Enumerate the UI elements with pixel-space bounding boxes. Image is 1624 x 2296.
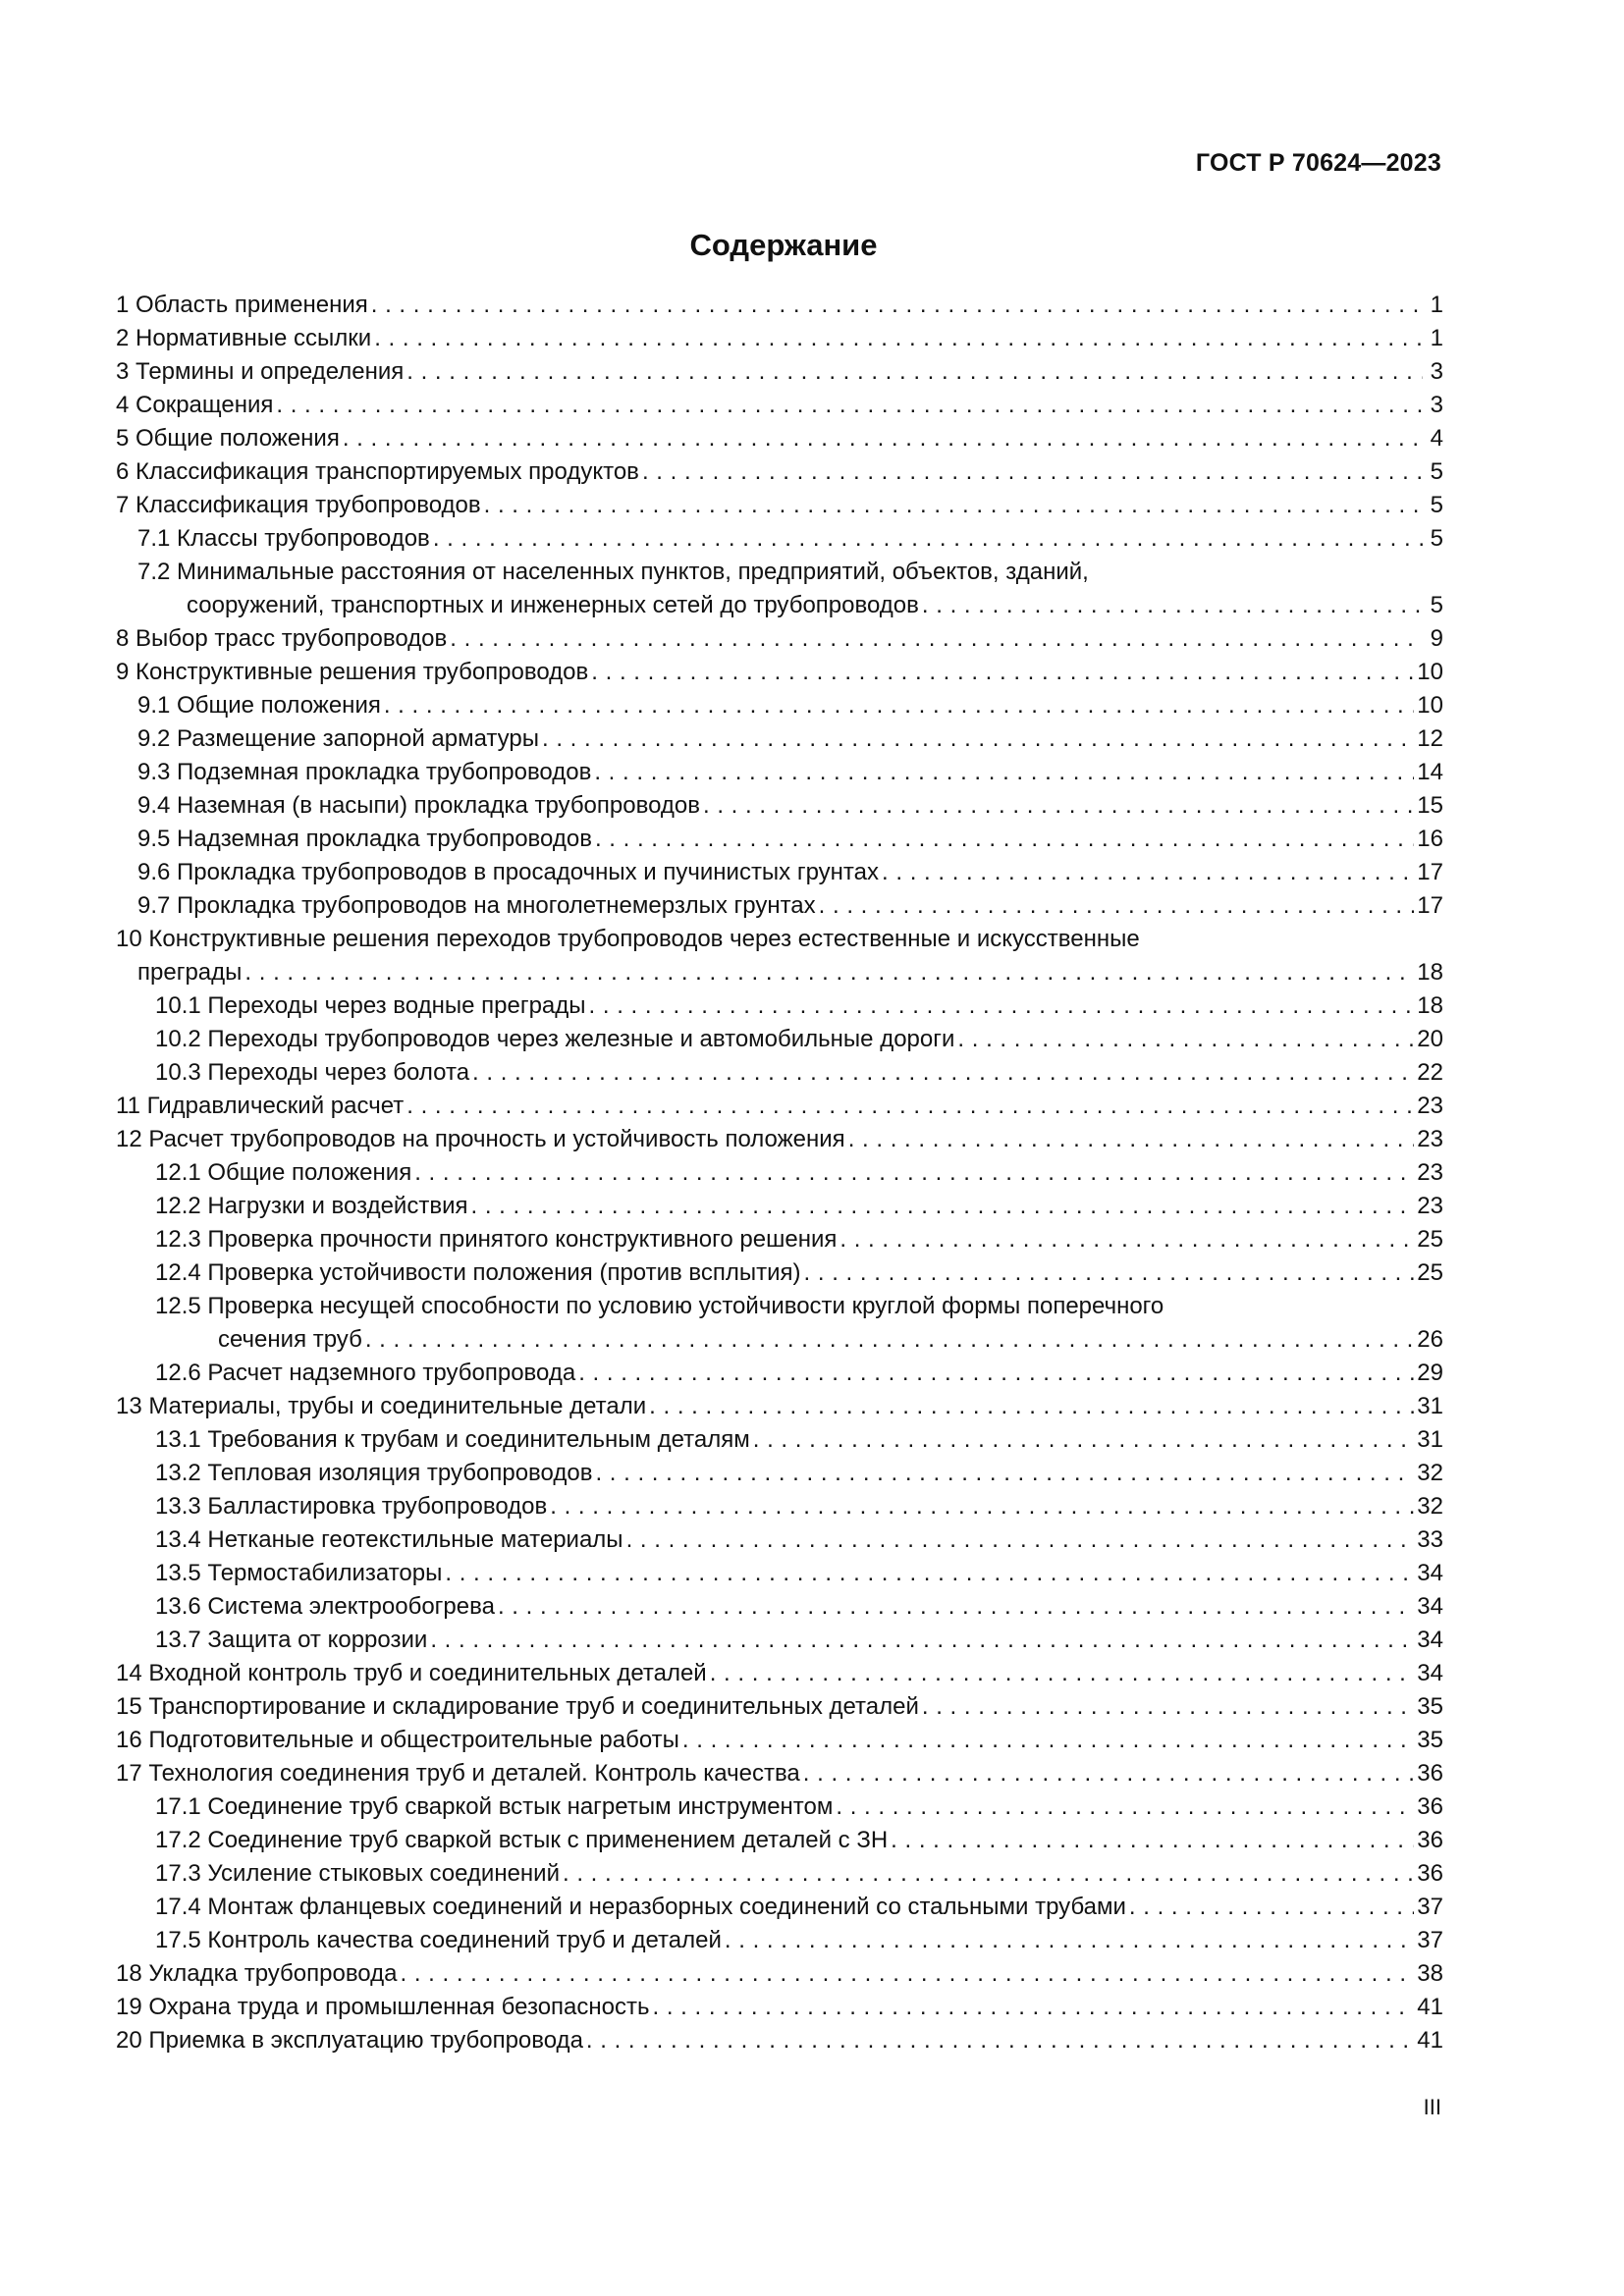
toc-entry [116,1357,1443,1390]
toc-entry-title: 13.7 Защита от коррозии [155,1627,428,1653]
toc-entry-page: 18 [1417,959,1443,986]
toc-entry [116,355,1443,389]
dot-leader [839,1223,1414,1256]
toc-entry-title: 13.2 Тепловая изоляция трубопроводов [155,1460,593,1486]
toc-entry [116,656,1443,689]
toc-entry [116,455,1443,489]
toc-entry-page: 23 [1417,1126,1443,1152]
dot-leader [649,1390,1414,1423]
toc-entry-title: 13.4 Нетканые геотекстильные материалы [155,1526,623,1553]
dot-leader [244,956,1414,989]
toc-entry [116,1757,1443,1790]
dot-leader [595,823,1414,856]
toc-entry-page: 10 [1417,659,1443,685]
toc-entry-page: 26 [1417,1326,1443,1353]
dot-leader [276,389,1423,422]
toc-entry-title: 12.1 Общие положения [155,1159,412,1186]
toc-entry [116,1156,1443,1190]
toc-entry [116,522,1443,556]
dot-leader [589,989,1415,1023]
dot-leader [343,422,1423,455]
toc-entry-title: 9 Конструктивные решения трубопроводов [116,659,589,685]
toc-entry-page: 25 [1417,1226,1443,1253]
dot-leader [803,1757,1415,1790]
toc-entry-title: 9.7 Прокладка трубопроводов на многолетнемерзлых грунтах [137,892,816,919]
toc-entry-page: 3 [1430,358,1443,385]
toc-entry [116,1724,1443,1757]
toc-entry-page: 37 [1417,1927,1443,1953]
toc-entry-page: 41 [1417,1994,1443,2020]
toc-entry-title: 17.5 Контроль качества соединений труб и деталей [155,1927,722,1953]
toc-entry-page: 36 [1417,1827,1443,1853]
toc-entry-page: 36 [1417,1793,1443,1820]
toc-entry-title-first-line: 7.2 Минимальные расстояния от населенных пунктов, предприятий, объектов, зданий, [137,559,1089,585]
dot-leader [594,756,1414,789]
toc-entry-page: 38 [1417,1960,1443,1987]
toc-entry [116,856,1443,889]
toc-entry-page: 34 [1417,1660,1443,1686]
table-of-contents [116,289,1443,2057]
toc-entry [116,322,1443,355]
toc-entry-title: 9.2 Размещение запорной арматуры [137,725,539,752]
toc-entry-page: 41 [1417,2027,1443,2054]
toc-entry-title: 9.5 Надземная прокладка трубопроводов [137,826,592,852]
toc-entry [116,789,1443,823]
toc-entry-title: 12.6 Расчет надземного трубопровода [155,1360,576,1386]
toc-entry [116,1223,1443,1256]
dot-leader [406,1090,1414,1123]
dot-leader [365,1323,1414,1357]
toc-entry-title: 14 Входной контроль труб и соединительных деталей [116,1660,707,1686]
toc-entry [116,689,1443,722]
toc-entry [116,1590,1443,1624]
dot-leader [626,1523,1415,1557]
toc-entry [116,1857,1443,1891]
toc-entry [116,422,1443,455]
toc-entry-page: 20 [1417,1026,1443,1052]
toc-entry-page: 17 [1417,892,1443,919]
toc-entry-title-first-line: 10 Конструктивные решения переходов трубопроводов через естественные и искусственные [116,926,1140,952]
toc-entry-title: 10.3 Переходы через болота [155,1059,470,1086]
dot-leader [710,1657,1415,1690]
dot-leader [374,322,1423,355]
toc-entry-title: 12 Расчет трубопроводов на прочность и устойчивость положения [116,1126,845,1152]
toc-entry-page: 10 [1417,692,1443,719]
dot-leader [836,1790,1414,1824]
dot-leader [406,355,1423,389]
toc-entry-title: 13.5 Термостабилизаторы [155,1560,443,1586]
dot-leader [595,1457,1414,1490]
toc-entry-page: 5 [1430,525,1443,552]
toc-entry-page: 23 [1417,1093,1443,1119]
toc-entry-page: 35 [1417,1693,1443,1720]
dot-leader [586,2024,1414,2057]
dot-leader [804,1256,1415,1290]
toc-entry-title: 9.6 Прокладка трубопроводов в просадочных и пучинистых грунтах [137,859,880,885]
toc-entry [116,756,1443,789]
toc-entry [116,289,1443,322]
toc-entry-page: 33 [1417,1526,1443,1553]
toc-entry-page: 36 [1417,1760,1443,1787]
toc-entry-title: 5 Общие положения [116,425,340,452]
dot-leader [414,1156,1414,1190]
toc-entry-title: 17.4 Монтаж фланцевых соединений и неразборных соединений со стальными трубами [155,1894,1126,1920]
toc-entry [116,1056,1443,1090]
toc-entry [116,989,1443,1023]
toc-entry-title: 17.2 Соединение труб сваркой встык с применением деталей с ЗН [155,1827,889,1853]
dot-leader [642,455,1423,489]
toc-entry-title: 18 Укладка трубопровода [116,1960,398,1987]
toc-entry-title: 7 Классификация трубопроводов [116,492,481,518]
toc-entry [116,1557,1443,1590]
toc-entry [116,1457,1443,1490]
toc-entry [116,1924,1443,1957]
toc-entry-page: 9 [1430,625,1443,652]
toc-entry [116,923,1443,989]
toc-entry-title: 13.3 Балластировка трубопроводов [155,1493,548,1520]
toc-entry-title: 9.3 Подземная прокладка трубопроводов [137,759,592,785]
toc-entry [116,556,1443,622]
dot-leader [753,1423,1415,1457]
toc-entry [116,1423,1443,1457]
toc-entry-title: 9.1 Общие положения [137,692,381,719]
toc-entry-title: 7.1 Классы трубопроводов [137,525,430,552]
toc-entry-title: 11 Гидравлический расчет [116,1093,405,1119]
toc-entry-page: 18 [1417,992,1443,1019]
toc-entry-page: 35 [1417,1727,1443,1753]
dot-leader [550,1490,1414,1523]
dot-leader [725,1924,1414,1957]
toc-entry-page: 37 [1417,1894,1443,1920]
toc-entry-title: 19 Охрана труда и промышленная безопасность [116,1994,650,2020]
toc-entry-title: 20 Приемка в эксплуатацию трубопровода [116,2027,583,2054]
toc-entry-title: 13.1 Требования к трубам и соединительным деталям [155,1426,750,1453]
toc-entry-page: 3 [1430,392,1443,418]
dot-leader [498,1590,1414,1624]
dot-leader [957,1023,1414,1056]
dot-leader [1129,1891,1414,1924]
dot-leader [922,1690,1414,1724]
toc-entry [116,1490,1443,1523]
toc-entry-title: 15 Транспортирование и складирование труб и соединительных деталей [116,1693,919,1720]
toc-entry [116,1624,1443,1657]
toc-entry [116,722,1443,756]
toc-entry-page: 34 [1417,1627,1443,1653]
toc-entry-page: 17 [1417,859,1443,885]
dot-leader [472,1056,1414,1090]
toc-entry [116,2024,1443,2057]
toc-entry [116,823,1443,856]
page-number: III [1423,2095,1441,2119]
dot-leader [470,1190,1414,1223]
dot-leader [703,789,1414,823]
dot-leader [891,1824,1414,1857]
dot-leader [591,656,1414,689]
toc-entry-title: 10.1 Переходы через водные преграды [155,992,586,1019]
toc-entry [116,1256,1443,1290]
toc-entry-title: 2 Нормативные ссылки [116,325,372,351]
toc-entry-title: 8 Выбор трасс трубопроводов [116,625,448,652]
document-code: ГОСТ Р 70624—2023 [1195,149,1441,177]
toc-entry-page: 36 [1417,1860,1443,1887]
toc-entry-title: 12.2 Нагрузки и воздействия [155,1193,468,1219]
toc-entry-page: 32 [1417,1460,1443,1486]
dot-leader [430,1624,1414,1657]
toc-entry-page: 23 [1417,1193,1443,1219]
toc-entry [116,1891,1443,1924]
toc-entry-title: 17 Технология соединения труб и деталей. Контроль качества [116,1760,800,1787]
toc-entry-page: 22 [1417,1059,1443,1086]
dot-leader [371,289,1423,322]
toc-entry-page: 31 [1417,1393,1443,1419]
dot-leader [484,489,1423,522]
toc-entry-page: 5 [1430,592,1443,618]
dot-leader [563,1857,1414,1891]
toc-entry [116,1690,1443,1724]
toc-entry [116,1991,1443,2024]
dot-leader [384,689,1414,722]
toc-entry-title: преграды [137,959,243,986]
toc-entry [116,489,1443,522]
toc-entry [116,389,1443,422]
toc-entry-page: 23 [1417,1159,1443,1186]
toc-entry-title: 3 Термины и определения [116,358,405,385]
toc-entry-title: 17.1 Соединение труб сваркой встык нагретым инструментом [155,1793,834,1820]
dot-leader [848,1123,1415,1156]
dot-leader [882,856,1414,889]
toc-entry [116,622,1443,656]
toc-entry-page: 34 [1417,1560,1443,1586]
toc-entry [116,1390,1443,1423]
toc-entry-page: 32 [1417,1493,1443,1520]
toc-entry-page: 12 [1417,725,1443,752]
dot-leader [542,722,1414,756]
toc-entry [116,1290,1443,1357]
toc-entry-title: 13.6 Система электрообогрева [155,1593,495,1620]
toc-entry-title-first-line: 12.5 Проверка несущей способности по условию устойчивости круглой формы поперечного [155,1293,1164,1319]
toc-entry-title: сечения труб [218,1326,362,1353]
dot-leader [682,1724,1414,1757]
toc-entry-title: 17.3 Усиление стыковых соединений [155,1860,560,1887]
page-title: Содержание [689,228,878,262]
toc-entry-page: 25 [1417,1259,1443,1286]
toc-entry-page: 34 [1417,1593,1443,1620]
toc-entry [116,1123,1443,1156]
toc-entry-title: 4 Сокращения [116,392,274,418]
toc-entry [116,1957,1443,1991]
toc-entry-title: 16 Подготовительные и общестроительные работы [116,1727,679,1753]
dot-leader [819,889,1415,923]
toc-entry-title: 12.4 Проверка устойчивости положения (против всплытия) [155,1259,801,1286]
toc-entry-page: 5 [1430,458,1443,485]
toc-entry-page: 4 [1430,425,1443,452]
toc-entry [116,889,1443,923]
toc-entry-page: 14 [1417,759,1443,785]
toc-entry [116,1190,1443,1223]
toc-entry-title: сооружений, транспортных и инженерных сетей до трубопроводов [187,592,919,618]
dot-leader [578,1357,1414,1390]
toc-entry-title: 1 Область применения [116,292,368,318]
toc-entry-title: 9.4 Наземная (в насыпи) прокладка трубопроводов [137,792,700,819]
dot-leader [445,1557,1414,1590]
dot-leader [922,589,1423,622]
toc-entry [116,1790,1443,1824]
toc-entry-page: 31 [1417,1426,1443,1453]
dot-leader [450,622,1423,656]
dot-leader [433,522,1423,556]
toc-entry [116,1090,1443,1123]
dot-leader [400,1957,1414,1991]
toc-entry-title: 10.2 Переходы трубопроводов через железные и автомобильные дороги [155,1026,955,1052]
toc-entry [116,1824,1443,1857]
toc-entry-page: 1 [1430,292,1443,318]
dot-leader [652,1991,1414,2024]
toc-entry-page: 15 [1417,792,1443,819]
toc-entry-page: 16 [1417,826,1443,852]
toc-entry-title: 12.3 Проверка прочности принятого конструктивного решения [155,1226,838,1253]
toc-entry-title: 13 Материалы, трубы и соединительные детали [116,1393,647,1419]
toc-entry [116,1523,1443,1557]
toc-entry-page: 5 [1430,492,1443,518]
toc-entry [116,1657,1443,1690]
toc-entry-title: 6 Классификация транспортируемых продуктов [116,458,639,485]
toc-entry-page: 29 [1417,1360,1443,1386]
toc-entry-page: 1 [1430,325,1443,351]
toc-entry [116,1023,1443,1056]
